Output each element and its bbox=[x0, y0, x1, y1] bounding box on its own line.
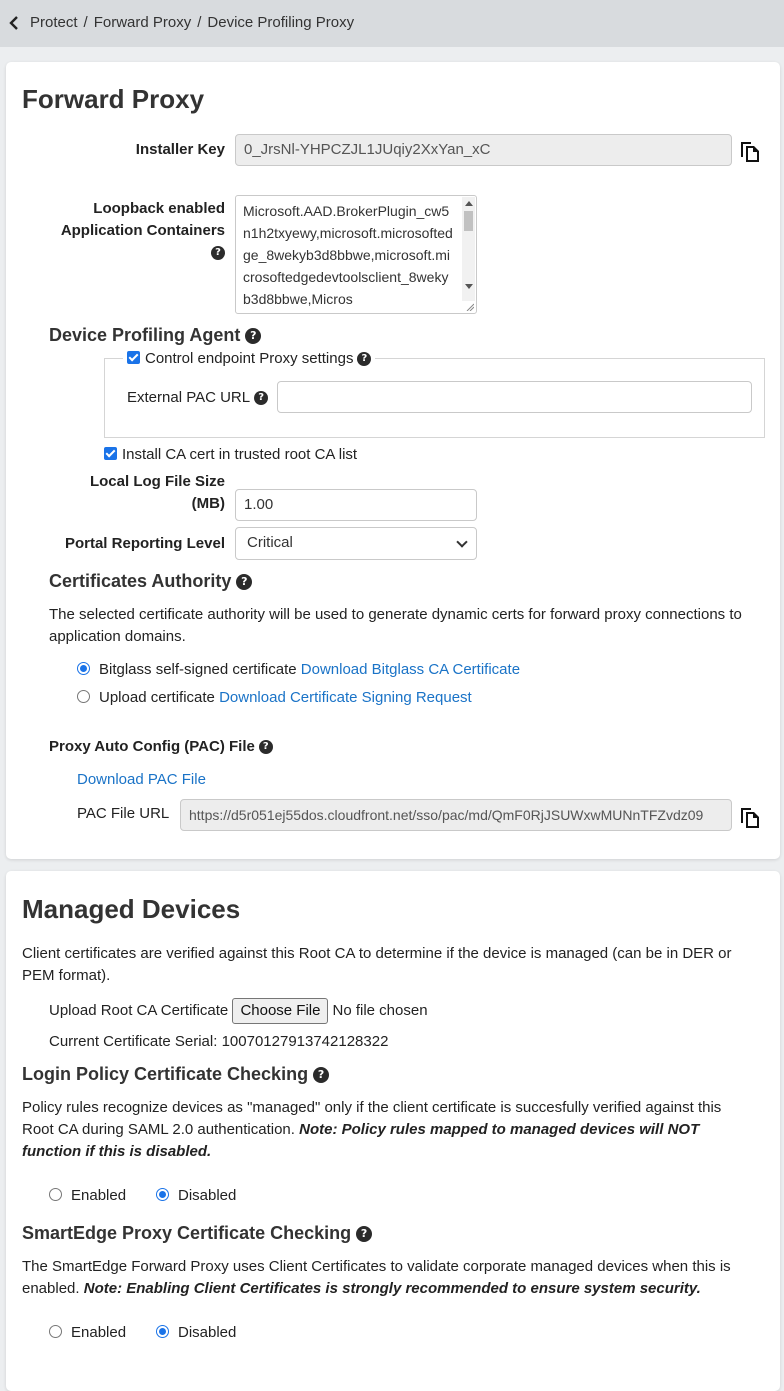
download-bitglass-ca-link[interactable]: Download Bitglass CA Certificate bbox=[300, 661, 521, 678]
reporting-level-label: Portal Reporting Level bbox=[64, 535, 225, 552]
chevron-down-icon bbox=[456, 536, 467, 547]
download-pac-link[interactable]: Download PAC File bbox=[77, 771, 206, 788]
help-icon[interactable]: ? bbox=[211, 246, 225, 260]
login-disabled-label: Disabled bbox=[178, 1187, 237, 1204]
help-icon[interactable]: ? bbox=[254, 391, 268, 405]
scroll-up-icon[interactable] bbox=[465, 201, 473, 206]
ca-description bbox=[49, 604, 774, 648]
serial-label: Current Certificate Serial: bbox=[49, 1033, 218, 1050]
login-policy-heading bbox=[22, 1064, 329, 1085]
managed-desc-line2: PEM format). bbox=[22, 967, 111, 984]
breadcrumb-item-protect[interactable]: Protect bbox=[30, 14, 78, 31]
smartedge-title: SmartEdge Proxy Certificate Checking bbox=[22, 1223, 352, 1243]
login-disabled-radio[interactable] bbox=[156, 1188, 169, 1201]
managed-devices-title: Managed Devices bbox=[22, 894, 241, 924]
breadcrumb-item-forward-proxy[interactable]: Forward Proxy bbox=[93, 14, 192, 31]
log-size-label bbox=[40, 471, 225, 515]
external-pac-label-row bbox=[127, 387, 268, 409]
upload-root-ca-row bbox=[49, 998, 428, 1024]
ca-title: Certificates Authority bbox=[49, 571, 232, 591]
scroll-down-icon[interactable] bbox=[465, 284, 473, 289]
login-enabled-option[interactable] bbox=[49, 1185, 126, 1207]
smartedge-disabled-radio[interactable] bbox=[156, 1325, 169, 1338]
ca-option-upload-radio[interactable] bbox=[77, 690, 90, 703]
control-proxy-checkbox[interactable] bbox=[127, 351, 140, 364]
breadcrumb-separator: / bbox=[197, 14, 202, 31]
managed-desc-line1: Client certificates are verified against this Root CA to determine if the device is managed (can be in DER or bbox=[22, 945, 732, 962]
breadcrumb-separator: / bbox=[83, 14, 88, 31]
ca-option-bitglass-radio[interactable] bbox=[77, 662, 90, 675]
help-icon[interactable]: ? bbox=[245, 328, 261, 344]
external-pac-label: External PAC URL bbox=[127, 389, 251, 406]
pac-heading bbox=[49, 738, 273, 755]
top-bar bbox=[0, 0, 784, 47]
external-pac-input[interactable] bbox=[277, 381, 752, 413]
reporting-level-value: Critical bbox=[247, 534, 293, 551]
ca-heading bbox=[49, 571, 252, 592]
reporting-level-select[interactable] bbox=[235, 527, 477, 560]
copy-icon[interactable] bbox=[739, 139, 761, 163]
install-ca-label: Install CA cert in trusted root CA list bbox=[122, 446, 358, 463]
help-icon[interactable]: ? bbox=[236, 574, 252, 590]
smartedge-disabled-option[interactable] bbox=[156, 1322, 236, 1344]
ca-desc-line2: application domains. bbox=[49, 628, 186, 645]
copy-icon[interactable] bbox=[739, 805, 761, 829]
resize-grip-icon[interactable] bbox=[466, 303, 474, 311]
login-enabled-label: Enabled bbox=[71, 1187, 127, 1204]
managed-devices-description bbox=[22, 943, 774, 987]
pac-url-input[interactable]: https://d5r051ej55dos.cloudfront.net/sso/pac/md/QmF0RjJSUWxwMUNnTFZvdz09 bbox=[180, 799, 732, 831]
choose-file-button[interactable]: Choose File bbox=[232, 998, 328, 1024]
login-desc-note-cont: function if this is disabled. bbox=[22, 1143, 212, 1160]
ca-option-bitglass[interactable] bbox=[77, 659, 520, 681]
help-icon[interactable]: ? bbox=[357, 352, 371, 366]
login-disabled-option[interactable] bbox=[156, 1185, 236, 1207]
smartedge-enabled-radio[interactable] bbox=[49, 1325, 62, 1338]
ca-option-bitglass-label: Bitglass self-signed certificate bbox=[99, 661, 297, 678]
login-policy-title: Login Policy Certificate Checking bbox=[22, 1064, 309, 1084]
login-enabled-radio[interactable] bbox=[49, 1188, 62, 1201]
loopback-label-line1: Loopback enabled bbox=[93, 200, 225, 217]
loopback-containers-value: Microsoft.AAD.BrokerPlugin_cw5n1h2txyewy,microsoft.microsoftedge_8wekyb3d8bbwe,microsoft.microsoftedgedevtoolsclient_8wekyb3d8bbwe,Micros bbox=[243, 203, 453, 307]
serial-value: 10070127913742128322 bbox=[221, 1033, 389, 1050]
breadcrumb bbox=[30, 14, 354, 31]
smartedge-heading bbox=[22, 1223, 372, 1244]
install-ca-row bbox=[104, 444, 357, 466]
smartedge-desc-note: Note: Enabling Client Certificates is strongly recommended to ensure system security. bbox=[83, 1280, 701, 1297]
log-size-input[interactable]: 1.00 bbox=[235, 489, 477, 521]
no-file-chosen-text: No file chosen bbox=[332, 1002, 428, 1019]
download-csr-link[interactable]: Download Certificate Signing Request bbox=[219, 689, 472, 706]
forward-proxy-title: Forward Proxy bbox=[22, 84, 205, 114]
smartedge-description bbox=[22, 1256, 774, 1300]
loopback-containers-textarea[interactable] bbox=[235, 195, 477, 314]
install-ca-checkbox[interactable] bbox=[104, 447, 117, 460]
help-icon[interactable]: ? bbox=[259, 740, 273, 754]
login-desc-line2a: Root CA during SAML 2.0 authentication. bbox=[22, 1121, 300, 1138]
help-icon[interactable]: ? bbox=[356, 1226, 372, 1242]
loopback-label-line2: Application Containers bbox=[60, 222, 225, 239]
ca-option-upload-label: Upload certificate bbox=[99, 689, 215, 706]
control-proxy-label: Control endpoint Proxy settings bbox=[145, 350, 354, 367]
loopback-label bbox=[40, 198, 225, 264]
login-desc-line1: Policy rules recognize devices as "managed" only if the client certificate is succesfully verified against this bbox=[22, 1099, 722, 1116]
smartedge-enabled-label: Enabled bbox=[71, 1324, 127, 1341]
breadcrumb-item-device-profiling-proxy: Device Profiling Proxy bbox=[207, 14, 355, 31]
device-profiling-agent-title: Device Profiling Agent bbox=[49, 325, 241, 345]
device-profiling-agent-heading bbox=[49, 325, 261, 346]
upload-root-ca-label: Upload Root CA Certificate bbox=[49, 1002, 229, 1019]
certificate-serial-row bbox=[49, 1031, 388, 1053]
installer-key-label: Installer Key bbox=[135, 141, 225, 158]
smartedge-desc-line2a: enabled. bbox=[22, 1280, 84, 1297]
login-policy-description bbox=[22, 1097, 774, 1163]
control-proxy-legend bbox=[123, 348, 375, 370]
chevron-left-icon[interactable] bbox=[8, 15, 20, 31]
login-desc-note: Note: Policy rules mapped to managed devices will NOT bbox=[299, 1121, 700, 1138]
pac-title: Proxy Auto Config (PAC) File bbox=[49, 738, 255, 755]
pac-url-label: PAC File URL bbox=[77, 805, 170, 822]
smartedge-enabled-option[interactable] bbox=[49, 1322, 126, 1344]
log-size-label-line2: (MB) bbox=[191, 495, 225, 512]
help-icon[interactable]: ? bbox=[313, 1067, 329, 1083]
installer-key-input[interactable]: 0_JrsNl-YHPCZJL1JUqiy2XxYan_xC bbox=[235, 134, 732, 166]
scroll-thumb[interactable] bbox=[464, 211, 473, 231]
textarea-scrollbar[interactable] bbox=[462, 197, 475, 301]
ca-desc-line1: The selected certificate authority will be used to generate dynamic certs for forward proxy connections to bbox=[49, 606, 742, 623]
log-size-label-line1: Local Log File Size bbox=[89, 473, 225, 490]
smartedge-desc-line1: The SmartEdge Forward Proxy uses Client Certificates to validate corporate managed devices when this is bbox=[22, 1258, 731, 1275]
ca-option-upload[interactable] bbox=[77, 687, 472, 709]
smartedge-disabled-label: Disabled bbox=[178, 1324, 237, 1341]
